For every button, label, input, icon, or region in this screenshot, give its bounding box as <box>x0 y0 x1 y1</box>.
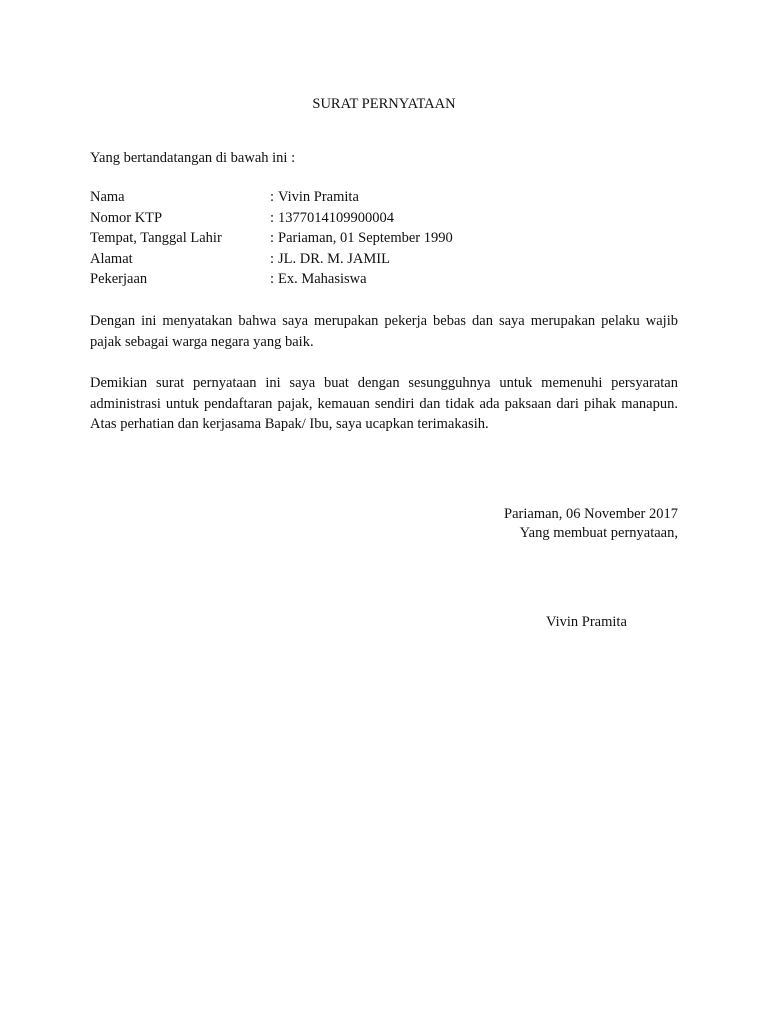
field-value: Pariaman, 01 September 1990 <box>278 230 453 246</box>
signer-name: Vivin Pramita <box>546 614 627 630</box>
document-title: SURAT PERNYATAAN <box>312 96 456 112</box>
field-label: Nama <box>90 189 125 205</box>
field-separator: : <box>270 250 275 267</box>
field-row-pekerjaan <box>90 269 453 290</box>
field-value: Ex. Mahasiswa <box>278 271 367 287</box>
field-value: Vivin Pramita <box>278 189 359 205</box>
field-label: Pekerjaan <box>90 271 148 287</box>
field-label: Tempat, Tanggal Lahir <box>90 230 222 246</box>
identity-table <box>90 187 453 290</box>
field-separator: : <box>270 230 275 246</box>
statement-paragraph: Dengan ini menyatakan bahwa saya merupakan pekerja bebas dan saya merupakan pelaku wajib pajak sebagai warga negara yang baik. <box>90 313 678 350</box>
field-separator: : <box>270 189 275 205</box>
maker-label: Yang membuat pernyataan, <box>519 525 678 541</box>
field-label: Alamat <box>90 250 133 267</box>
field-row-nomor-ktp <box>90 208 453 229</box>
field-separator: : <box>270 209 275 226</box>
place-date: Pariaman, 06 November 2017 <box>504 506 678 522</box>
field-label: Nomor KTP <box>90 209 163 226</box>
field-value: JL. DR. M. JAMIL <box>278 250 390 267</box>
intro-text: Yang bertandatangan di bawah ini : <box>90 150 296 166</box>
field-row-tempat-tanggal-lahir <box>90 228 453 249</box>
field-separator: : <box>270 271 275 287</box>
field-row-nama <box>90 187 453 208</box>
closing-paragraph: Demikian surat pernyataan ini saya buat dengan sesungguhnya untuk memenuhi persyaratan administrasi untuk pendaftaran pajak, kemauan sendiri dan tidak ada paksaan dari pihak manapun. Atas perhatian dan kerjasama Bapak/ Ibu, saya ucapkan terimakasih. <box>90 375 678 432</box>
field-row-alamat <box>90 249 453 270</box>
field-value: 1377014109900004 <box>278 209 394 226</box>
